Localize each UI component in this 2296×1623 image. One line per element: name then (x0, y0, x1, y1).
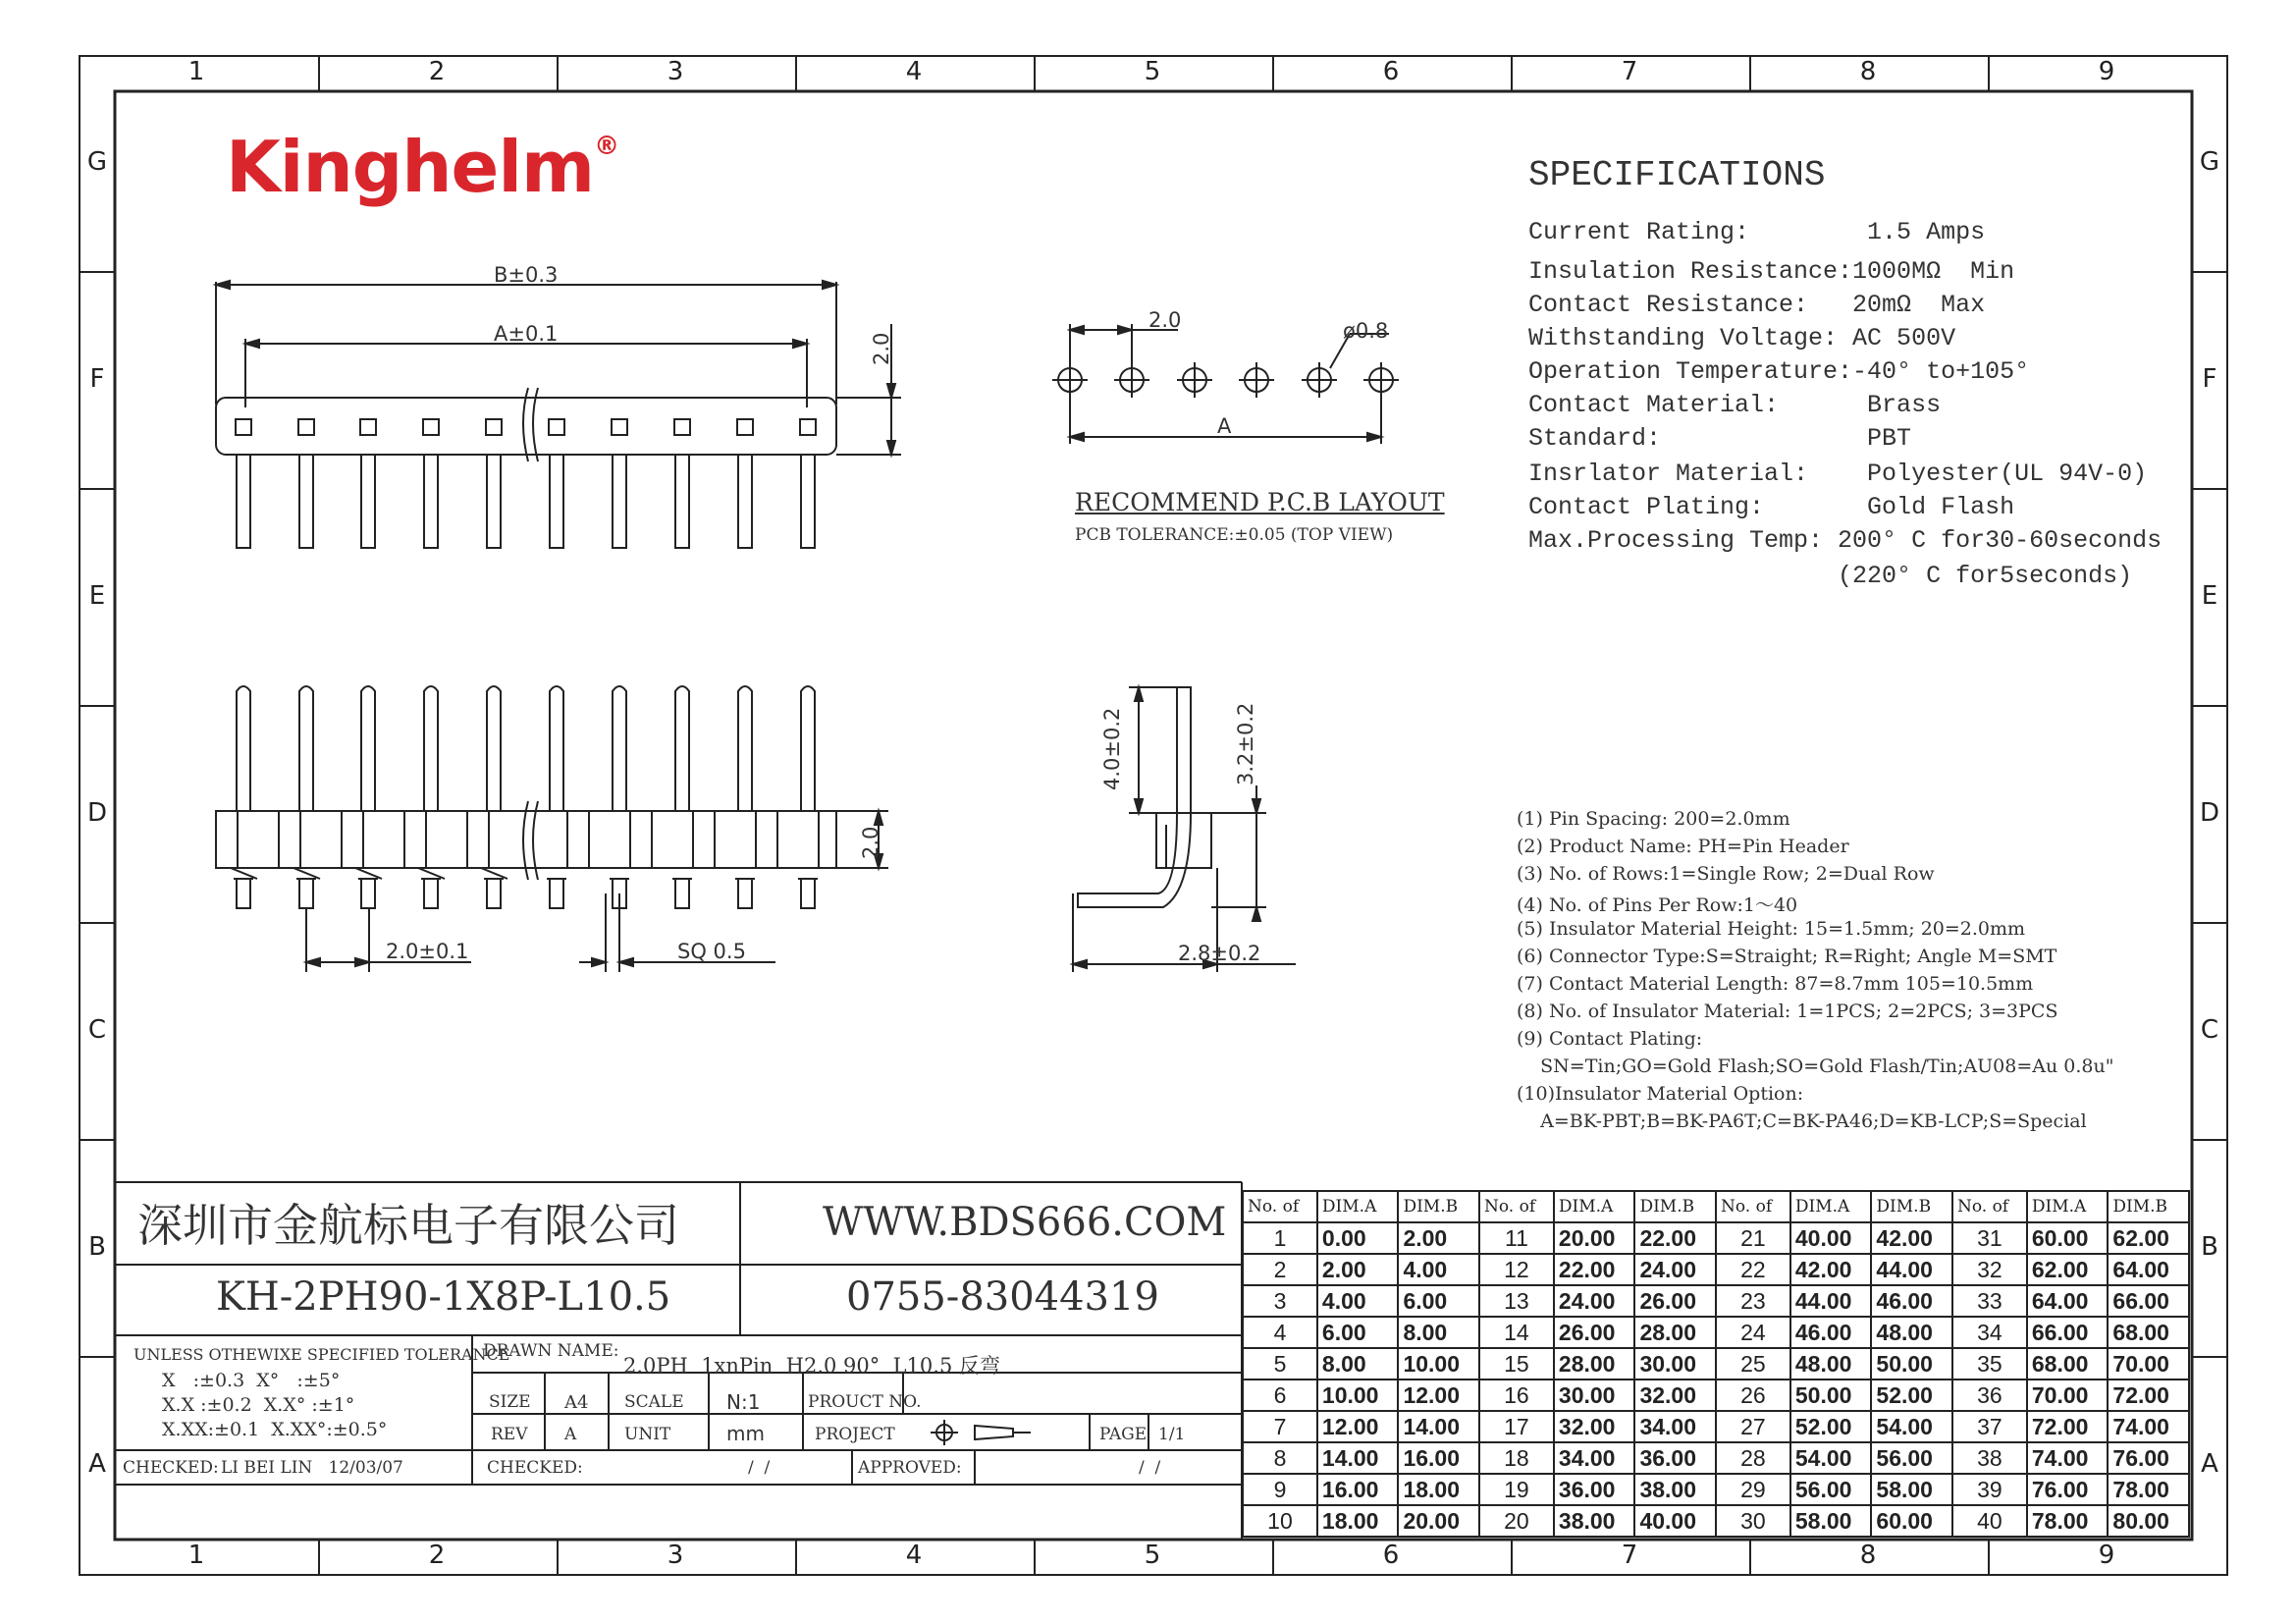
dim-b-cell: 58.00 (1871, 1474, 1952, 1505)
table-row (1243, 1348, 2189, 1380)
rev-value: A (564, 1425, 577, 1444)
approved-label: APPROVED: (858, 1458, 962, 1478)
dim-b-cell: 16.00 (1398, 1442, 1479, 1474)
dim-a-cell: 78.00 (2027, 1505, 2109, 1537)
table-row (1243, 1285, 2189, 1317)
pin-count-cell: 8 (1243, 1442, 1317, 1474)
pitch-dimension-label: 2.0±0.1 (386, 940, 469, 963)
pin-count-cell: 18 (1479, 1442, 1554, 1474)
dim-a-cell: 74.00 (2027, 1442, 2109, 1474)
dimensions-header-cell: DIM.A (1790, 1191, 1872, 1222)
spec-line: Contact Resistance: 20mΩ Max (1528, 291, 1986, 319)
checked-label-2: CHECKED: (487, 1458, 583, 1478)
rev-label: REV (491, 1425, 528, 1444)
dim-a-cell: 46.00 (1790, 1317, 1872, 1348)
zone-col: 1 (187, 1541, 205, 1570)
pin-count-cell: 30 (1716, 1505, 1790, 1537)
note-line: (8) No. of Insulator Material: 1=1PCS; 2=2PCS; 3=3PCS (1517, 1001, 2058, 1022)
dim-b-cell: 80.00 (2108, 1505, 2189, 1537)
dim-a-cell: 18.00 (1317, 1505, 1399, 1537)
pin-count-cell: 28 (1716, 1442, 1790, 1474)
total-height-label: 4.0±0.2 (1100, 707, 1124, 790)
pin-count-cell: 23 (1716, 1285, 1790, 1317)
upper-height-label: 3.2±0.2 (1234, 702, 1257, 785)
table-row (1243, 1380, 2189, 1411)
zone-row: A (88, 1449, 106, 1479)
dim-b-cell: 22.00 (1634, 1222, 1716, 1254)
zone-col: 2 (428, 57, 446, 86)
note-line: (4) No. of Pins Per Row:1～40 (1517, 894, 1798, 916)
dim-a-cell: 30.00 (1554, 1380, 1635, 1411)
dim-a-cell: 70.00 (2027, 1380, 2109, 1411)
dim-a-cell: 72.00 (2027, 1411, 2109, 1442)
pin-count-cell: 37 (1952, 1411, 2027, 1442)
note-line: (9) Contact Plating: (1517, 1028, 1703, 1050)
pin-count-cell: 16 (1479, 1380, 1554, 1411)
pcb-pitch-label: 2.0 (1148, 308, 1182, 332)
pin-count-cell: 31 (1952, 1222, 2027, 1254)
product-no-label: PROUCT NO. (808, 1392, 922, 1412)
pin-count-cell: 20 (1479, 1505, 1554, 1537)
pin-count-cell: 33 (1952, 1285, 2027, 1317)
dimensions-header-cell: DIM.B (1634, 1191, 1716, 1222)
dimensions-table (1242, 1190, 2190, 1538)
dimensions-header-cell: No. of (1479, 1191, 1554, 1222)
dim-a-cell: 56.00 (1790, 1474, 1872, 1505)
size-value: A4 (564, 1392, 589, 1413)
pin-count-cell: 26 (1716, 1380, 1790, 1411)
pin-count-cell: 19 (1479, 1474, 1554, 1505)
pin-count-cell: 14 (1479, 1317, 1554, 1348)
dimensions-header-cell: DIM.B (2108, 1191, 2189, 1222)
dim-a-cell: 10.00 (1317, 1380, 1399, 1411)
zone-col: 3 (667, 1541, 684, 1570)
pin-count-cell: 22 (1716, 1254, 1790, 1285)
dim-b-cell: 28.00 (1634, 1317, 1716, 1348)
note-line: (5) Insulator Material Height: 15=1.5mm; 20=2.0mm (1517, 918, 2026, 940)
dim-b-cell: 52.00 (1871, 1380, 1952, 1411)
dim-a-cell: 6.00 (1317, 1317, 1399, 1348)
dim-a-cell: 26.00 (1554, 1317, 1635, 1348)
dim-b-cell: 20.00 (1398, 1505, 1479, 1537)
dim-a-cell: 28.00 (1554, 1348, 1635, 1380)
company-name: 深圳市金航标电子有限公司 (137, 1199, 679, 1252)
dim-a-cell: 64.00 (2027, 1285, 2109, 1317)
dim-a-cell: 8.00 (1317, 1348, 1399, 1380)
pin-count-cell: 6 (1243, 1380, 1317, 1411)
size-label: SIZE (489, 1392, 531, 1412)
dimensions-header-cell: DIM.A (1554, 1191, 1635, 1222)
spec-line: Insrlator Material: Polyester(UL 94V-0) (1528, 460, 2148, 488)
zone-row: F (2202, 364, 2217, 394)
table-row (1243, 1474, 2189, 1505)
project-label: PROJECT (815, 1425, 895, 1444)
dim-a-cell: 48.00 (1790, 1348, 1872, 1380)
zone-row: G (2199, 147, 2220, 177)
dim-a-cell: 68.00 (2027, 1348, 2109, 1380)
unit-label: UNIT (624, 1425, 671, 1444)
dim-a-cell: 4.00 (1317, 1285, 1399, 1317)
dim-b-cell: 62.00 (2108, 1222, 2189, 1254)
pin-count-cell: 15 (1479, 1348, 1554, 1380)
pin-count-cell: 38 (1952, 1442, 2027, 1474)
table-row (1243, 1411, 2189, 1442)
zone-col: 9 (2098, 57, 2115, 86)
dim-a-cell: 52.00 (1790, 1411, 1872, 1442)
dim-a-cell: 14.00 (1317, 1442, 1399, 1474)
dim-b-cell: 64.00 (2108, 1254, 2189, 1285)
dim-a-cell: 62.00 (2027, 1254, 2109, 1285)
dim-b-cell: 60.00 (1871, 1505, 1952, 1537)
note-line: (3) No. of Rows:1=Single Row; 2=Dual Row (1517, 863, 1935, 885)
dim-a-cell: 16.00 (1317, 1474, 1399, 1505)
company-phone: 0755-83044319 (846, 1274, 1159, 1320)
scale-value: N:1 (726, 1390, 761, 1414)
dim-a-cell: 44.00 (1790, 1285, 1872, 1317)
tolerance-title: UNLESS OTHEWIXE SPECIFIED TOLERANCE (133, 1345, 510, 1364)
table-row (1243, 1442, 2189, 1474)
dim-a-cell: 32.00 (1554, 1411, 1635, 1442)
zone-row: E (88, 581, 106, 611)
note-line: (7) Contact Material Length: 87=8.7mm 105=10.5mm (1517, 973, 2034, 995)
b-dimension-label: B±0.3 (494, 265, 559, 287)
checked-date-2: / / (748, 1458, 771, 1478)
zone-row: B (2201, 1232, 2218, 1262)
zone-col: 5 (1144, 1541, 1161, 1570)
pin-count-cell: 7 (1243, 1411, 1317, 1442)
dim-b-cell: 74.00 (2108, 1411, 2189, 1442)
dim-a-cell: 42.00 (1790, 1254, 1872, 1285)
dim-a-cell: 38.00 (1554, 1505, 1635, 1537)
tolerance-line: X :±0.3 X° :±5° (162, 1370, 341, 1391)
table-row (1243, 1222, 2189, 1254)
scale-label: SCALE (624, 1392, 684, 1412)
zone-col: 1 (187, 57, 205, 86)
dimensions-header-cell: DIM.A (2027, 1191, 2109, 1222)
pin-count-cell: 27 (1716, 1411, 1790, 1442)
zone-col: 7 (1621, 57, 1638, 86)
dim-b-cell: 54.00 (1871, 1411, 1952, 1442)
dim-b-cell: 26.00 (1634, 1285, 1716, 1317)
dim-b-cell: 44.00 (1871, 1254, 1952, 1285)
table-row (1243, 1505, 2189, 1537)
note-line: (2) Product Name: PH=Pin Header (1517, 836, 1849, 857)
pin-count-cell: 1 (1243, 1222, 1317, 1254)
dim-a-cell: 24.00 (1554, 1285, 1635, 1317)
zone-col: 9 (2098, 1541, 2115, 1570)
zone-row: E (2201, 581, 2218, 611)
zone-row: C (87, 1015, 107, 1045)
dim-a-cell: 0.00 (1317, 1222, 1399, 1254)
hole-diameter-label: ø0.8 (1343, 319, 1389, 343)
table-row (1243, 1317, 2189, 1348)
zone-col: 5 (1144, 57, 1161, 86)
dim-a-cell: 20.00 (1554, 1222, 1635, 1254)
zone-row: G (86, 147, 108, 177)
dim-a-cell: 76.00 (2027, 1474, 2109, 1505)
zone-row: A (2201, 1449, 2218, 1479)
dim-a-cell: 50.00 (1790, 1380, 1872, 1411)
zone-col: 7 (1621, 1541, 1638, 1570)
dim-b-cell: 56.00 (1871, 1442, 1952, 1474)
zone-col: 8 (1859, 1541, 1877, 1570)
zone-row: B (88, 1232, 106, 1262)
dim-b-cell: 18.00 (1398, 1474, 1479, 1505)
dim-b-cell: 8.00 (1398, 1317, 1479, 1348)
dim-a-cell: 60.00 (2027, 1222, 2109, 1254)
page-label: PAGE (1099, 1425, 1148, 1444)
pin-size-label: SQ 0.5 (677, 940, 746, 963)
dim-a-cell: 54.00 (1790, 1442, 1872, 1474)
dimensions-body (1243, 1222, 2189, 1537)
dim-b-cell: 2.00 (1398, 1222, 1479, 1254)
dim-b-cell: 24.00 (1634, 1254, 1716, 1285)
dim-b-cell: 30.00 (1634, 1348, 1716, 1380)
zone-col: 2 (428, 1541, 446, 1570)
zone-row: C (2200, 1015, 2219, 1045)
dimensions-header-cell: DIM.B (1398, 1191, 1479, 1222)
dim-a-cell: 66.00 (2027, 1317, 2109, 1348)
part-number: KH-2PH90-1X8P-L10.5 (216, 1274, 671, 1320)
checked-by: LI BEI LIN 12/03/07 (221, 1458, 403, 1478)
height-dimension-label: 2.0 (870, 332, 893, 365)
dim-b-cell: 36.00 (1634, 1442, 1716, 1474)
dim-a-cell: 22.00 (1554, 1254, 1635, 1285)
pin-count-cell: 3 (1243, 1285, 1317, 1317)
table-row (1243, 1254, 2189, 1285)
registered-mark: ® (594, 132, 619, 161)
pin-count-cell: 5 (1243, 1348, 1317, 1380)
pin-count-cell: 12 (1479, 1254, 1554, 1285)
zone-row: F (89, 364, 105, 394)
spec-line: Withstanding Voltage: AC 500V (1528, 324, 1956, 352)
dim-b-cell: 4.00 (1398, 1254, 1479, 1285)
company-website: WWW.BDS666.COM (823, 1200, 1227, 1245)
note-line: (1) Pin Spacing: 200=2.0mm (1517, 808, 1790, 830)
pin-count-cell: 9 (1243, 1474, 1317, 1505)
pin-count-cell: 32 (1952, 1254, 2027, 1285)
dimensions-header-cell: DIM.B (1871, 1191, 1952, 1222)
spec-line: Current Rating: 1.5 Amps (1528, 218, 1986, 246)
pin-count-cell: 39 (1952, 1474, 2027, 1505)
dimensions-header-cell: No. of (1716, 1191, 1790, 1222)
note-line: SN=Tin;GO=Gold Flash;SO=Gold Flash/Tin;AU08=Au 0.8u" (1517, 1055, 2114, 1077)
pcb-layout-title: RECOMMEND P.C.B LAYOUT (1075, 488, 1445, 516)
dim-b-cell: 38.00 (1634, 1474, 1716, 1505)
dim-a-cell: 40.00 (1790, 1222, 1872, 1254)
side-height-label: 2.0 (859, 826, 882, 859)
specifications-title: SPECIFICATIONS (1528, 155, 1826, 195)
length-label: 2.8±0.2 (1178, 942, 1261, 965)
pcb-a-label: A (1217, 414, 1232, 438)
dim-b-cell: 66.00 (2108, 1285, 2189, 1317)
pin-count-cell: 34 (1952, 1317, 2027, 1348)
approved-date: / / (1139, 1458, 1161, 1478)
pcb-tolerance-note: PCB TOLERANCE:±0.05 (TOP VIEW) (1075, 525, 1394, 545)
zone-col: 6 (1382, 1541, 1400, 1570)
dim-b-cell: 10.00 (1398, 1348, 1479, 1380)
dim-b-cell: 76.00 (2108, 1442, 2189, 1474)
note-line: A=BK-PBT;B=BK-PA6T;C=BK-PA46;D=KB-LCP;S=Special (1517, 1110, 2087, 1132)
dim-b-cell: 46.00 (1871, 1285, 1952, 1317)
zone-col: 4 (905, 1541, 923, 1570)
dim-a-cell: 36.00 (1554, 1474, 1635, 1505)
dimensions-header-cell: No. of (1952, 1191, 2027, 1222)
dim-b-cell: 12.00 (1398, 1380, 1479, 1411)
unit-value: mm (726, 1422, 765, 1445)
pin-count-cell: 17 (1479, 1411, 1554, 1442)
dim-a-cell: 34.00 (1554, 1442, 1635, 1474)
dim-b-cell: 42.00 (1871, 1222, 1952, 1254)
dimensions-header-cell: DIM.A (1317, 1191, 1399, 1222)
pin-count-cell: 36 (1952, 1380, 2027, 1411)
dim-a-cell: 2.00 (1317, 1254, 1399, 1285)
dim-a-cell: 12.00 (1317, 1411, 1399, 1442)
note-line: (6) Connector Type:S=Straight; R=Right; Angle M=SMT (1517, 946, 2057, 967)
spec-line: Contact Plating: Gold Flash (1528, 493, 2015, 521)
spec-line: Max.Processing Temp: 200° C for30-60seconds (1528, 526, 2163, 555)
dim-b-cell: 14.00 (1398, 1411, 1479, 1442)
zone-col: 4 (905, 57, 923, 86)
drawn-name-label: DRAWN NAME: (483, 1341, 619, 1361)
spec-line: Standard: PBT (1528, 424, 1912, 453)
pin-count-cell: 35 (1952, 1348, 2027, 1380)
pin-count-cell: 24 (1716, 1317, 1790, 1348)
dim-b-cell: 32.00 (1634, 1380, 1716, 1411)
dimensions-header-row (1243, 1191, 2189, 1222)
tolerance-line: X.X :±0.2 X.X° :±1° (162, 1394, 355, 1416)
spec-line: (220° C for5seconds) (1528, 562, 2133, 590)
zone-col: 8 (1859, 57, 1877, 86)
zone-row: D (2199, 798, 2220, 828)
dim-b-cell: 48.00 (1871, 1317, 1952, 1348)
zone-col: 6 (1382, 57, 1400, 86)
spec-line: Contact Material: Brass (1528, 391, 1942, 419)
pin-count-cell: 11 (1479, 1222, 1554, 1254)
checked-label: CHECKED: (123, 1458, 219, 1478)
pin-count-cell: 10 (1243, 1505, 1317, 1537)
dim-b-cell: 72.00 (2108, 1380, 2189, 1411)
spec-line: Operation Temperature:-40° to+105° (1528, 357, 2030, 386)
dim-b-cell: 40.00 (1634, 1505, 1716, 1537)
pin-count-cell: 4 (1243, 1317, 1317, 1348)
pin-count-cell: 13 (1479, 1285, 1554, 1317)
drawn-name-value: 2.0PH 1xnPin H2.0 90° L10.5 反弯 (623, 1354, 1000, 1378)
pin-count-cell: 2 (1243, 1254, 1317, 1285)
pin-count-cell: 21 (1716, 1222, 1790, 1254)
zone-col: 3 (667, 57, 684, 86)
logo-text: Kinghelm (226, 126, 595, 208)
dim-b-cell: 70.00 (2108, 1348, 2189, 1380)
dim-b-cell: 78.00 (2108, 1474, 2189, 1505)
dim-b-cell: 34.00 (1634, 1411, 1716, 1442)
spec-line: Insulation Resistance:1000MΩ Min (1528, 257, 2015, 286)
tolerance-line: X.XX:±0.1 X.XX°:±0.5° (162, 1419, 388, 1440)
pin-count-cell: 25 (1716, 1348, 1790, 1380)
pin-count-cell: 29 (1716, 1474, 1790, 1505)
dim-a-cell: 58.00 (1790, 1505, 1872, 1537)
page-value: 1/1 (1158, 1425, 1186, 1444)
note-line: (10)Insulator Material Option: (1517, 1083, 1804, 1105)
dim-b-cell: 6.00 (1398, 1285, 1479, 1317)
dim-b-cell: 68.00 (2108, 1317, 2189, 1348)
dimensions-header-cell: No. of (1243, 1191, 1317, 1222)
dim-b-cell: 50.00 (1871, 1348, 1952, 1380)
pin-count-cell: 40 (1952, 1505, 2027, 1537)
zone-row: D (86, 798, 108, 828)
a-dimension-label: A±0.1 (494, 322, 559, 346)
